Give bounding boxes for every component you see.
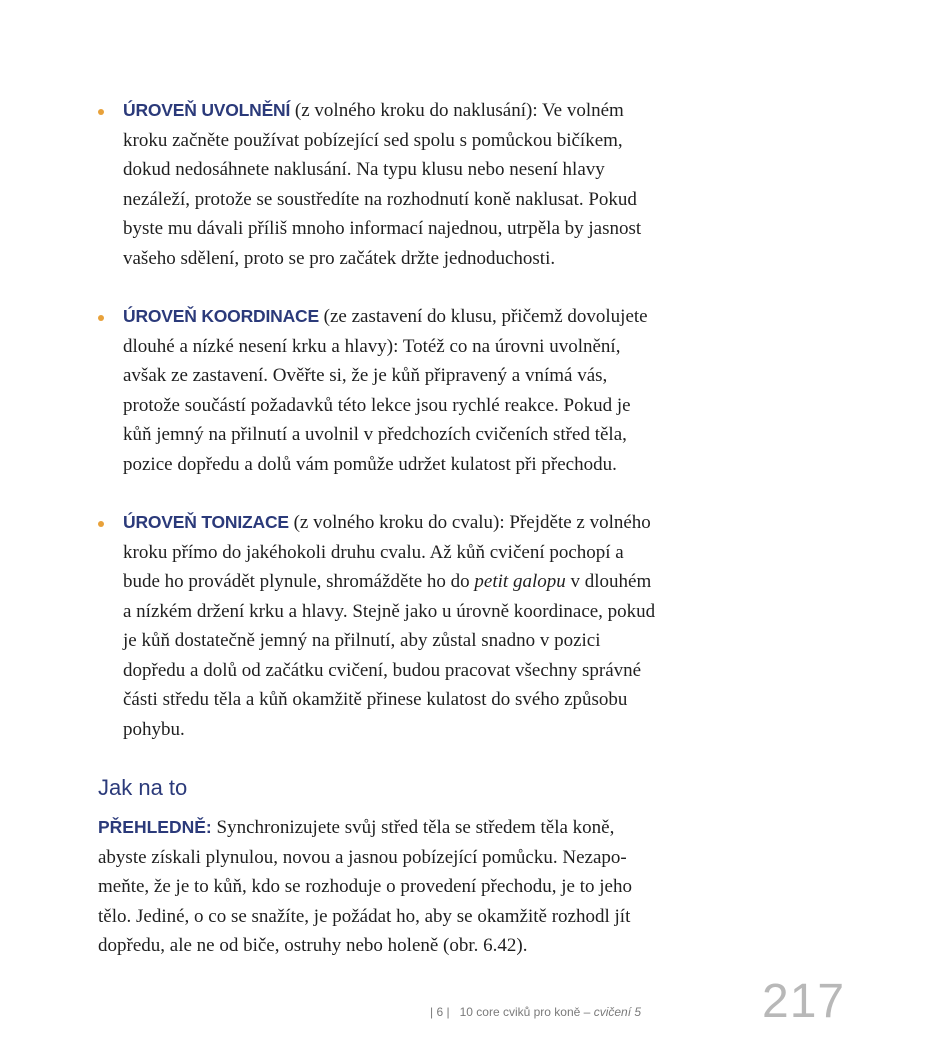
paragraph-lead: PŘEHLEDNĚ:: [98, 817, 212, 837]
level-title: ÚROVEŇ UVOLNĚNÍ: [123, 100, 291, 120]
section-heading: Jak na to: [98, 775, 188, 800]
level-title: ÚROVEŇ KOORDINACE: [123, 306, 319, 326]
bullet-text: (z volného kroku do naklusání): Ve volném kroku začněte používat pobízející sed spolu s pomůckou bičíkem, dokud nedosáhnete naklusání. Na typu klusu nebo nesení hlavy nezáleží, protože se soustředíte na rozhodnutí koně naklusat. Pokud byste mu dávali příliš mnoho informací najednou, utrpěla by jasnost vašeho sdělení, proto se pro začátek držte jednoduchosti.: [123, 100, 642, 269]
bullet-italic-term: petit galopu: [474, 571, 566, 592]
page-content: [98, 96, 658, 961]
bullet-text: (ze zastavení do klusu, přičemž dovolujete dlouhé a nízké nesení krku a hlavy): Totéž co na úrovni uvolnění, avšak ze zastavení. Ověřte si, že je kůň připravený a vnímá vás, protože součástí požadavků této lekce jsou rychlé reakce. Pokud je kůň jemný na přilnutí a uvolnil v předchozích cvičeních střed těla, pozice dopředu a dolů vám pomůže udržet kulatost při přechodu.: [123, 306, 648, 475]
footer-exercise: cvičení 5: [593, 1005, 642, 1019]
bullet-dot-icon: [98, 521, 104, 527]
bullet-dot-icon: [98, 315, 104, 321]
paragraph-text: Synchronizujete svůj střed těla se středem těla koně, abyste získali plynulou, novou a jasnou pobízející pomůcku. Nezapomeňte, že je to kůň, kdo se rozhoduje o provedení přechodu, je to jeho tělo. Jediné, o co se snažíte, je požádat ho, aby se okamžitě rozhodl jít dopředu, ale ne od biče, ostruhy nebo holeně (obr. 6.42).: [98, 817, 632, 956]
page-number: 217: [762, 975, 846, 1028]
bullet-item-relaxation: [98, 96, 658, 273]
footer-chapter: | 6 |: [430, 1005, 450, 1019]
level-title: ÚROVEŇ TONIZACE: [123, 512, 289, 532]
bullet-text-continued: v dlouhém a nízkém držení krku a hlavy. Stejně jako u úrovně koordinace, pokud je kůň dostatečně jemný na přilnutí, aby zůstal snadno v pozici dopředu a dolů od začátku cvičení, budou pracovat všechny správné části středu těla a kůň okamžitě přinese kulatost do svého způsobu pohybu.: [123, 571, 656, 740]
bullet-dot-icon: [98, 109, 104, 115]
bullet-text: (z volného kroku do cvalu): Přejděte z volného kroku přímo do jakéhokoli druhu cvalu. Až kůň cvičení pochopí a bude ho provádět plynule, shromážděte ho do: [123, 512, 651, 592]
bullet-item-coordination: [98, 302, 658, 479]
section-paragraph: [98, 813, 658, 961]
page-footer: [430, 1005, 641, 1019]
footer-title: 10 core cviků pro koně –: [459, 1005, 591, 1019]
bullet-item-toning: [98, 508, 658, 744]
